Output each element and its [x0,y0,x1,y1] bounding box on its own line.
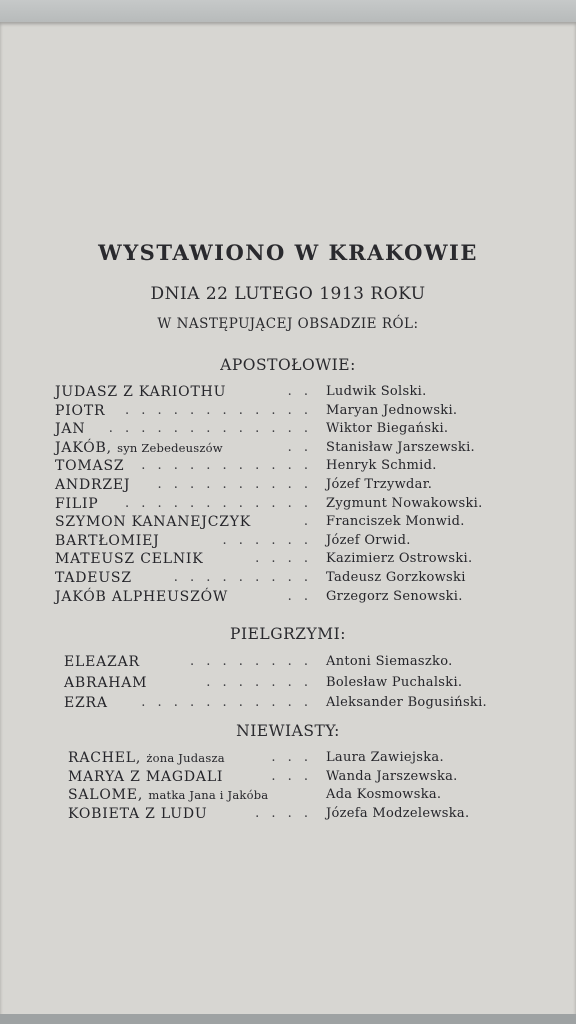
role-note: syn Zebedeuszów [117,440,223,455]
date-line: DNIA 22 LUTEGO 1913 ROKU [150,284,426,304]
role-name: JAKÓB, syn Zebedeuszów [55,439,223,456]
cast-row [0,421,576,441]
actor-name: Franciszek Monwid. [326,514,465,530]
leader-dots: . . . . . . . . . . . . [124,495,312,511]
role-name: ABRAHAM [64,674,148,691]
cast-row [0,750,576,770]
cast-row [0,440,576,460]
leader-dots: . . . . . . . . [190,654,312,669]
role-name: BARTŁOMIEJ [55,532,160,549]
leader-dots: . . . . . . . . . [173,570,312,585]
actor-name: Grzegorz Senowski. [326,588,463,604]
cast-intro-line: W NASTĘPUJĄCEJ OBSADZIE RÓL: [157,316,419,332]
leader-dots: . . . [271,750,312,765]
cast-row [0,787,576,807]
actor-name: Wanda Jarszewska. [326,768,458,784]
actor-name: Maryan Jednowski. [326,402,458,418]
role-name: MATEUSZ CELNIK [55,551,204,568]
leader-dots: . . . . [255,805,312,821]
cast-row [0,654,576,674]
role-name: JUDASZ Z KARIOTHU [55,384,227,400]
cast-row [0,675,576,695]
cast-row [0,570,576,590]
role-name: ANDRZEJ [55,477,131,493]
role-name: KOBIETA Z LUDU [68,805,208,822]
page-bottom-edge [0,1014,576,1024]
leader-dots: . . [287,588,312,604]
actor-name: Józef Trzywdar. [326,477,433,492]
leader-dots: . . . . . . . . . . . [141,695,312,710]
cast-row [0,769,576,789]
actor-name: Józef Orwid. [326,532,411,548]
leader-dots: . . . . . . . . . . . . . [108,421,312,437]
actor-name: Bolesław Puchalski. [326,674,463,690]
role-note: matka Jana i Jakóba [148,788,269,802]
cast-row [0,496,576,516]
role-note: żona Judasza [146,751,225,765]
cast-row [0,533,576,553]
page-title: WYSTAWIONO W KRAKOWIE [98,240,478,265]
cast-row [0,384,576,404]
cast-row [0,458,576,478]
cast-row [0,695,576,715]
cast-row [0,477,576,497]
leader-dots: . . . . . . . [206,674,312,690]
section-heading: APOSTOŁOWIE: [220,356,356,374]
leader-dots: . . . . . . [222,532,312,548]
cast-row [0,551,576,571]
role-name: ELEAZAR [64,654,140,670]
cast-row [0,403,576,423]
role-name: TADEUSZ [55,570,132,586]
role-name: SALOME, matka Jana i Jakóba [68,787,269,803]
role-name: JAKÓB ALPHEUSZÓW [55,588,229,605]
leader-dots: . . . . . . . . . . . . [124,402,312,418]
actor-name: Wiktor Biegański. [326,421,449,437]
role-name: MARYA Z MAGDALI [68,768,224,785]
actor-name: Tadeusz Gorzkowski [326,570,466,585]
actor-name: Ludwik Solski. [326,384,427,399]
actor-name: Aleksander Bogusiński. [326,695,487,710]
leader-dots: . . . . . . . . . . [157,477,312,492]
leader-dots: . . . . . . . . . . . [141,458,312,474]
cast-row [0,514,576,534]
role-name: PIOTR [55,402,106,419]
leader-dots: . . [287,384,312,399]
cast-row [0,589,576,609]
role-name: RACHEL, żona Judasza [68,750,225,766]
actor-name: Laura Zawiejska. [326,750,444,765]
section-heading: NIEWIASTY: [236,722,340,740]
leader-dots: . . . [271,768,312,784]
actor-name: Józefa Modzelewska. [326,805,470,821]
section-heading: PIELGRZYMI: [230,625,346,643]
leader-dots: . [303,514,312,530]
actor-name: Antoni Siemaszko. [326,654,453,669]
cast-row [0,806,576,826]
role-name: FILIP [55,495,99,512]
role-name: SZYMON KANANEJCZYK [55,514,252,531]
actor-name: Henryk Schmid. [326,458,437,474]
actor-name: Kazimierz Ostrowski. [326,551,473,567]
role-name: EZRA [64,695,108,711]
role-name: JAN [55,421,86,438]
actor-name: Stanisław Jarszewski. [326,439,475,455]
actor-name: Zygmunt Nowakowski. [326,495,483,511]
leader-dots: . . . . [255,551,312,567]
role-name: TOMASZ [55,458,125,475]
actor-name: Ada Kosmowska. [326,787,442,802]
leader-dots: . . [287,439,312,455]
